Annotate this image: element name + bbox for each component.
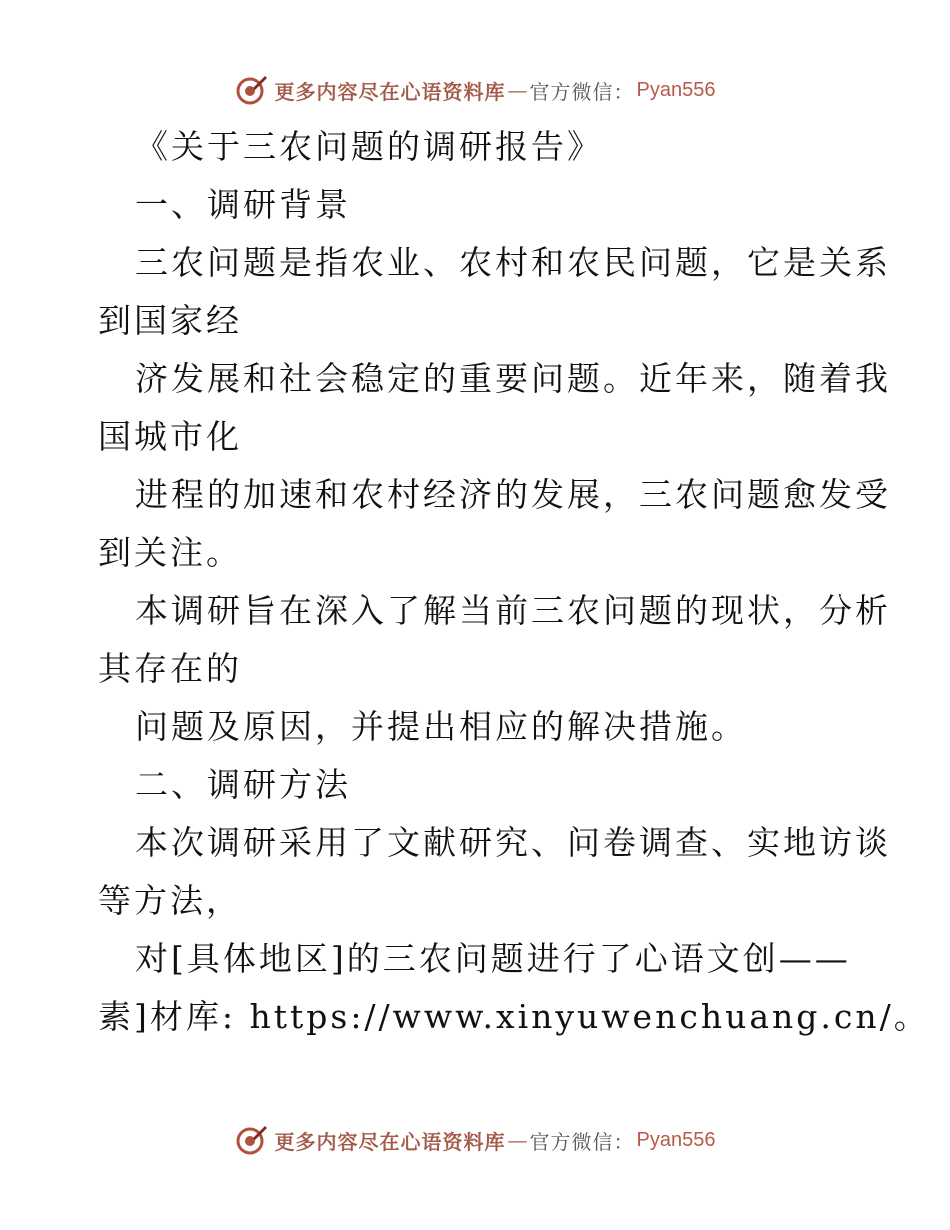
paragraph-line: 问题及原因，并提出相应的解决措施。 [135, 707, 747, 746]
paragraph-line: 到关注。 [98, 533, 242, 572]
paragraph-line: 三农问题是指农业、农村和农民问题，它是关系 [135, 243, 891, 282]
header-banner [0, 70, 950, 110]
banner-dash: — [507, 78, 528, 102]
banner-wechat-id: Pyan556 [636, 78, 716, 101]
section-heading-method: 二、调研方法 [135, 765, 351, 804]
banner-text [275, 76, 716, 105]
paragraph-line: 本调研旨在深入了解当前三农问题的现状，分析 [135, 591, 891, 630]
banner-wechat-id: Pyan556 [636, 1128, 716, 1151]
paragraph-line: 济发展和社会稳定的重要问题。近年来，随着我 [135, 359, 891, 398]
pen-nib-logo-icon [235, 73, 269, 107]
banner-main-text: 更多内容尽在心语资料库 [274, 1129, 506, 1154]
document-title: 《关于三农问题的调研报告》 [135, 127, 603, 166]
paragraph-line-url: 素]材库: https://www.xinyuwenchuang.cn/。 [98, 997, 930, 1036]
paragraph-line: 对[具体地区]的三农问题进行了心语文创—— [135, 939, 851, 978]
paragraph-line: 国城市化 [98, 417, 242, 456]
paragraph-line: 进程的加速和农村经济的发展，三农问题愈发受 [135, 475, 891, 514]
banner-text [275, 1126, 716, 1155]
banner-wechat-label: 官方微信： [529, 1129, 635, 1154]
pen-nib-logo-icon [235, 1123, 269, 1157]
paragraph-line: 本次调研采用了文献研究、问卷调查、实地访谈 [135, 823, 891, 862]
paragraph-line: 等方法， [98, 881, 242, 920]
paragraph-line: 到国家经 [98, 301, 242, 340]
banner-dash: — [507, 1128, 528, 1152]
document-body [98, 118, 930, 1046]
banner-wechat-label: 官方微信： [529, 79, 635, 104]
banner-main-text: 更多内容尽在心语资料库 [274, 79, 506, 104]
section-heading-background: 一、调研背景 [135, 185, 351, 224]
paragraph-line: 其存在的 [98, 649, 242, 688]
footer-banner [0, 1120, 950, 1160]
